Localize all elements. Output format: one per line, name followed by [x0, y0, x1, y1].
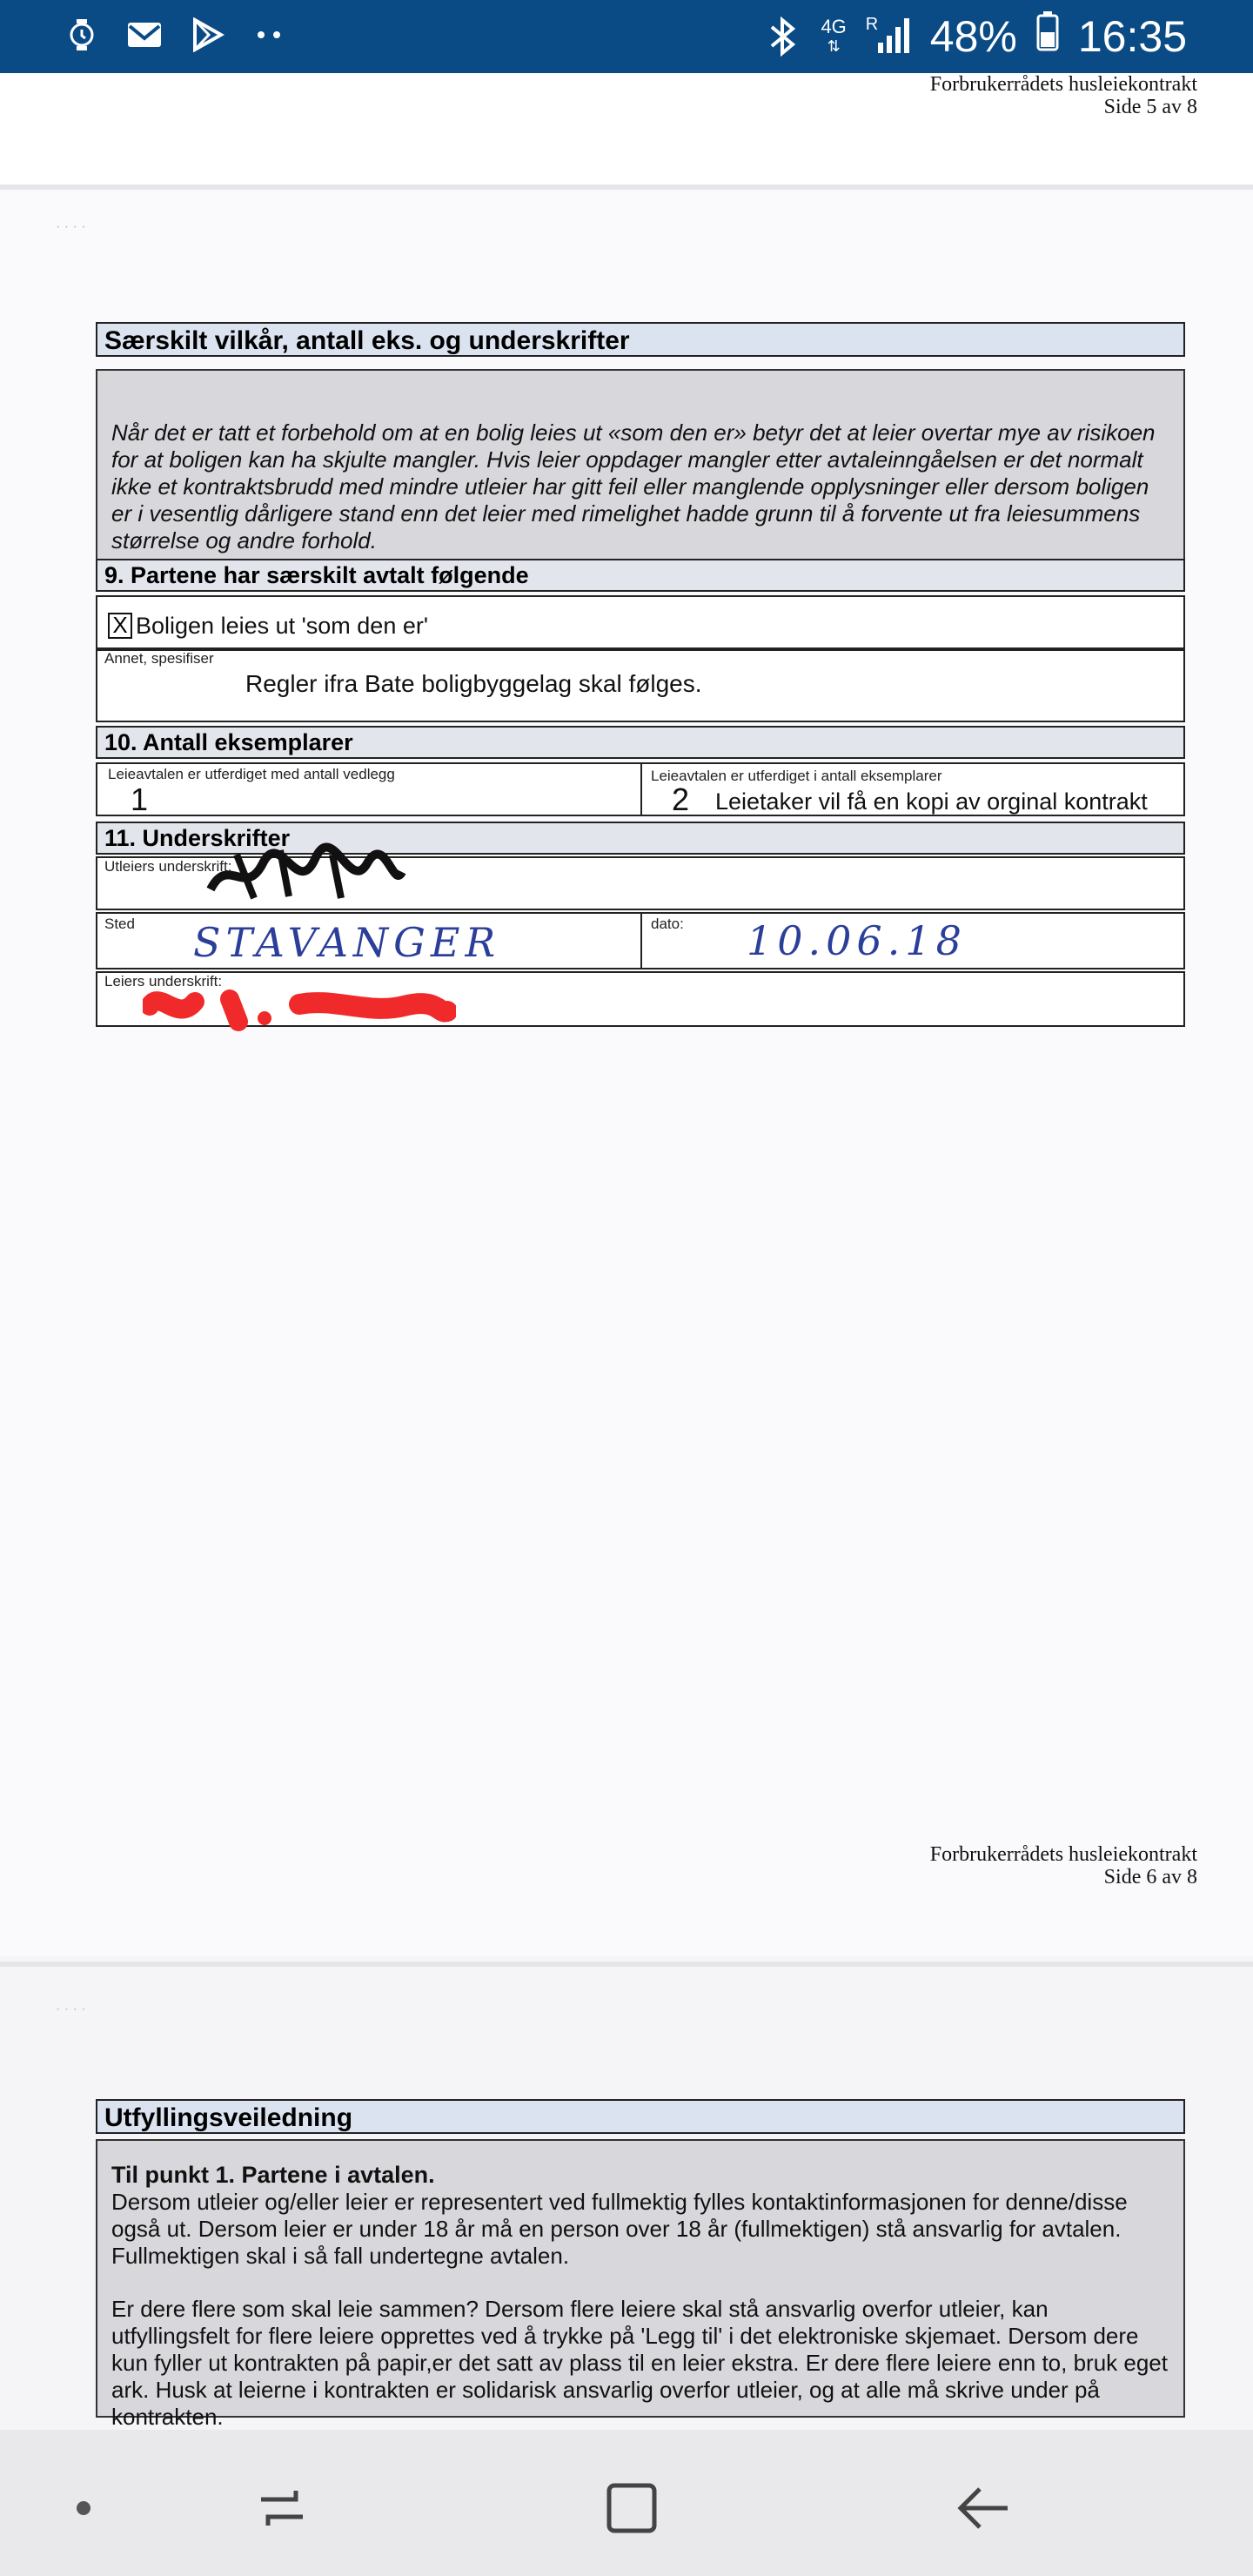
battery-percent: 48%: [929, 12, 1017, 61]
intro-box: [96, 369, 1185, 560]
place-value[interactable]: STAVANGER: [193, 919, 501, 966]
section-10-header: 10. Antall eksemplarer: [96, 726, 1185, 759]
place-label: Sted: [104, 916, 135, 932]
date-cell: [642, 914, 1182, 968]
navigation-bar: [0, 2430, 1253, 2576]
landlord-signature-scribble: [202, 837, 411, 907]
mail-icon: [125, 16, 164, 54]
tenant-signature-redacted: [143, 980, 456, 1032]
status-bar-left: [63, 16, 289, 54]
page-6-header-title: Forbrukerrådets husleiekontrakt: [929, 1843, 1197, 1866]
copies-cell: [642, 764, 1182, 815]
watch-icon: [63, 16, 101, 54]
other-specify-value[interactable]: Regler ifra Bate boligbyggelag skal følges.: [245, 670, 702, 697]
date-value[interactable]: 10.06.18: [747, 917, 967, 964]
guide-paragraph-2: Er dere flere som skal leie sammen? Dersom flere leiere skal stå ansvarlig overfor utleier, kan utfyllingsfelt for flere leiere opprettes ved å trykke på 'Legg til' i det elektroniske skjemaet. Dersom dere kun fyller ut kontrakten på papir,er det satt av plass til en leier ekstra. Er dere flere leiere enn to, bruk eget ark. Husk at leierne i kontrakten er solidarisk ansvarlig overfor utleier, og at alle må skrive under på kontrakten.: [111, 2296, 1168, 2430]
more-dots-icon: [251, 16, 289, 54]
network-4g-icon: [821, 17, 846, 56]
section-9-header: 9. Partene har særskilt avtalt følgende: [96, 559, 1185, 592]
page-6-header-page: Side 6 av 8: [1103, 1866, 1197, 1888]
guide-title: Utfyllingsveiledning: [96, 2099, 1185, 2134]
network-label: 4G: [821, 16, 847, 37]
section-title: Særskilt vilkår, antall eks. og underskrifter: [96, 322, 1185, 357]
place-date-row: [96, 912, 1185, 969]
checkbox-mark: X: [112, 612, 128, 638]
bluetooth-icon: [763, 17, 801, 56]
page-6-faint-marks: · · · ·: [56, 219, 86, 234]
status-bar: [0, 0, 1253, 73]
page-5-header-page: Side 5 av 8: [1103, 96, 1197, 118]
guide-box: [96, 2139, 1185, 2430]
guide-subtitle: Til punkt 1. Partene i avtalen.: [111, 2162, 435, 2188]
battery-icon: [1036, 11, 1059, 62]
page-5-header-title: Forbrukerrådets husleiekontrakt: [929, 73, 1197, 96]
attachments-label: Leieavtalen er utferdiget med antall vedlegg: [108, 766, 395, 782]
page-5-header: [930, 73, 1197, 118]
as-is-checkbox[interactable]: [108, 613, 132, 639]
copies-value[interactable]: 2: [672, 782, 690, 817]
copies-label: Leieavtalen er utferdiget i antall eksemplarer: [651, 768, 942, 784]
dot-icon[interactable]: [49, 2473, 118, 2543]
tenant-signature-row: [96, 971, 1185, 1027]
tenant-signature-label: Leiers underskrift:: [104, 973, 223, 989]
data-arrows-icon: ⇅: [827, 37, 841, 55]
other-specify-row: [96, 649, 1185, 722]
play-store-icon: [188, 16, 226, 54]
date-label: dato:: [651, 916, 684, 932]
roaming-label: R: [865, 15, 879, 34]
guide-paragraph-1: Dersom utleier og/eller leier er representert ved fullmektig fylles kontaktinformasjonen for denne/disse også ut. Dersom leier er under 18 år må en person over 18 år (fullmektigen) stå ansvarlig for avtalen. Fullmektigen skal i så fall undertegne avtalen.: [111, 2189, 1128, 2269]
copies-note[interactable]: Leietaker vil få en kopi av orginal kontrakt: [715, 788, 1148, 815]
place-cell: [97, 914, 642, 968]
section-11-header: 11. Underskrifter: [96, 822, 1185, 855]
page-7-faint-marks: · · · ·: [56, 2002, 86, 2016]
page-6-header: [930, 1843, 1197, 1888]
special-terms-row: [96, 595, 1185, 649]
as-is-label: Boligen leies ut 'som den er': [136, 613, 428, 639]
status-bar-right: [763, 9, 1187, 64]
attachments-cell: [97, 764, 642, 815]
clock: 16:35: [1077, 12, 1187, 61]
home-icon[interactable]: [597, 2473, 667, 2543]
back-icon[interactable]: [948, 2473, 1018, 2543]
intro-text: Når det er tatt et forbehold om at en bolig leies ut «som den er» betyr det at leier overtar mye av risikoen for at boligen kan ha skjulte mangler. Hvis leier oppdager mangler etter avtaleinngåelsen er det normalt ikke et kontraktsbrudd med mindre utleier har gitt feil eller manglende opplysninger eller dersom boligen er i vesentlig dårligere stand enn det leier med rimelighet hadde grunn til å forvente ut fra leiesummens størrelse og andre forhold.: [111, 419, 1156, 553]
page-divider-2: [0, 1962, 1253, 1967]
signal-icon: [866, 17, 911, 57]
landlord-signature-row: [96, 856, 1185, 910]
recent-apps-icon[interactable]: [247, 2473, 317, 2543]
page-5-top: [0, 73, 1253, 184]
attachments-value[interactable]: 1: [131, 782, 149, 817]
copies-row: [96, 762, 1185, 816]
landlord-signature-label: Utleiers underskrift:: [104, 858, 232, 875]
other-specify-label: Annet, spesifiser: [104, 650, 214, 667]
